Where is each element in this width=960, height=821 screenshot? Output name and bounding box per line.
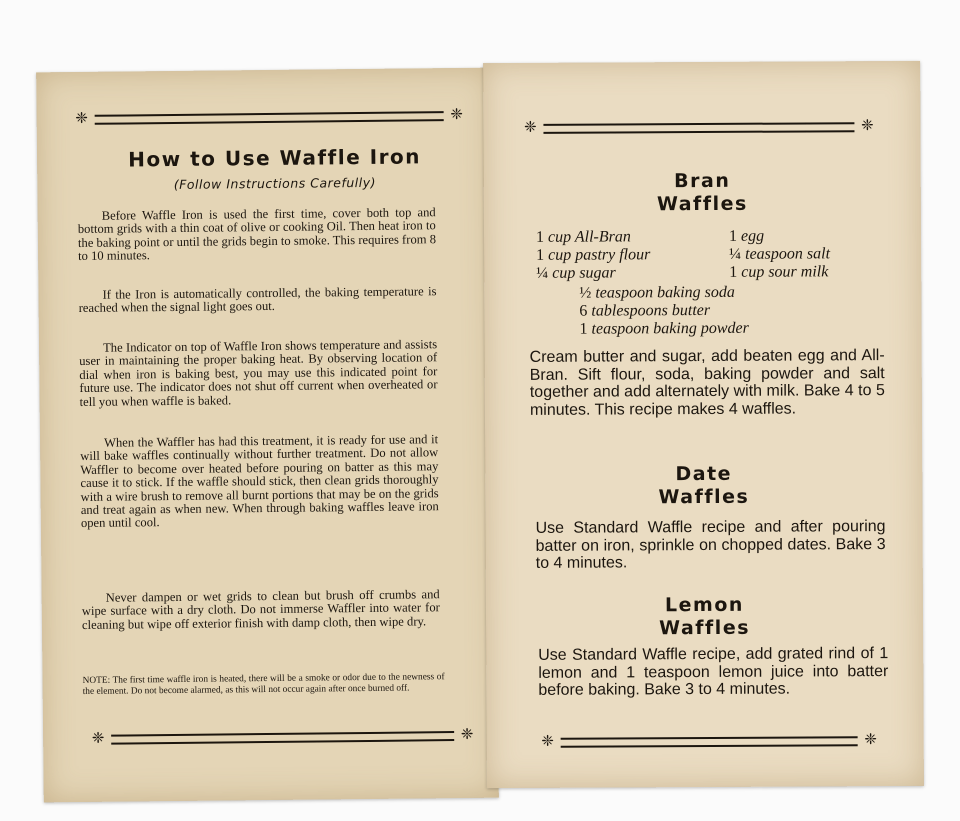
fleuron-ornament-icon: ❈	[91, 728, 105, 747]
instruction-paragraph: When the Waffler has had this treatment, it is ready for use and it will bake waffles continually without further treatment. Do not allow Waffler to become over heated before pouring on batter as this may cause it to stick. If the waffle should stick, then clean grids thoroughly with a wire brush to remove all burnt portions that may be on the grids and treat again as when new. When through baking waffles leave iron open until cool.	[80, 432, 439, 531]
ingredient-line: ½ teaspoon baking soda	[579, 283, 735, 302]
instruction-paragraph: Never dampen or wet grids to clean but brush off crumbs and wipe surface with a dry cloth. Do not immerse Waffler into water for cleaning but wipe off exterior finish with damp cloth, then wipe dry.	[81, 587, 440, 632]
bran-directions: Cream butter and sugar, add beaten egg and All-Bran. Sift flour, soda, baking powder and salt together and add alternately with milk. Bake 4 to 5 minutes. This recipe makes 4 waffles.	[529, 347, 885, 419]
instruction-paragraph: The Indicator on top of Waffle Iron shows temperature and assists user in maintaining the proper baking heat. By observing location of dial when iron is baking best, you may use this indicated point for future use. The indicator does not shut off current when overheated or tell you when waffle is baked.	[79, 337, 438, 409]
bottom-border-rule	[89, 724, 476, 747]
lemon-directions: Use Standard Waffle recipe, add grated rind of 1 lemon and 1 teaspoon lemon juice into batter before baking. Bake 3 to 4 minutes.	[538, 645, 889, 700]
ingredient-line: 1 cup sour milk	[729, 263, 829, 281]
ingredient-line: ¼ teaspoon salt	[729, 245, 831, 263]
ingredient-line: 1 cup pastry flour	[536, 246, 651, 264]
fleuron-ornament-icon: ❈	[864, 730, 877, 749]
instruction-paragraph: If the Iron is automatically controlled, the baking temperature is reached when the signal light goes out.	[78, 284, 437, 316]
fleuron-ornament-icon: ❈	[75, 108, 89, 127]
page-subtitle: (Follow Instructions Carefully)	[173, 174, 377, 192]
lemon-waffles-title: Lemon	[664, 593, 744, 617]
lemon-waffles-title: Waffles	[659, 616, 751, 640]
date-waffles-title: Waffles	[658, 485, 750, 509]
fleuron-ornament-icon: ❈	[460, 724, 474, 743]
top-border-rule	[521, 116, 876, 136]
date-directions: Use Standard Waffle recipe and after pouring batter on iron, sprinkle on chopped dates. Bake 3 to 4 minutes.	[535, 518, 886, 573]
ingredient-line: 1 egg	[728, 227, 765, 245]
fleuron-ornament-icon: ❈	[861, 116, 874, 135]
page-title: How to Use Waffle Iron	[128, 144, 422, 172]
note-text: NOTE: The first time waffle iron is heated, there will be a smoke or odor due to the newness of the element. Do not become alarmed, as this will not occur again after once burned off.	[82, 672, 445, 697]
fleuron-ornament-icon: ❈	[541, 731, 554, 750]
right-page	[483, 61, 924, 788]
fleuron-ornament-icon: ❈	[450, 104, 464, 124]
ingredient-line: ¼ cup sugar	[536, 264, 616, 282]
bran-waffles-title: Bran	[674, 169, 731, 193]
ingredient-line: 1 teaspoon baking powder	[579, 319, 749, 338]
ingredient-line: 6 tablespoons butter	[579, 301, 711, 320]
left-page	[36, 68, 499, 803]
bottom-border-rule	[539, 730, 880, 750]
instruction-paragraph: Before Waffle Iron is used the first time, cover both top and bottom grids with a thin coat of olive or cooking Oil. Then heat iron to the baking point or until the grids begin to smoke. This requires from 8 to 10 minutes.	[77, 205, 437, 264]
bran-waffles-title: Waffles	[656, 192, 748, 216]
ingredient-line: 1 cup All-Bran	[535, 228, 631, 246]
top-border-rule	[73, 104, 466, 127]
fleuron-ornament-icon: ❈	[524, 117, 537, 136]
date-waffles-title: Date	[675, 462, 733, 486]
